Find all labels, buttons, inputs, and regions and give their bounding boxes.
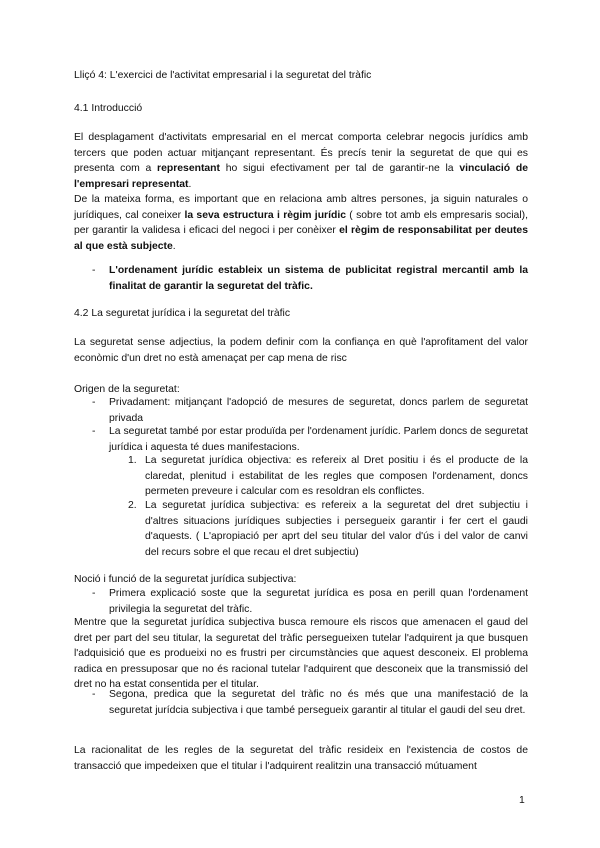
bold-text-run: la seva estructura i règim jurídic	[184, 209, 346, 221]
text-run: ho sigui efectivament per tal de garantir-ne la	[220, 163, 460, 175]
origin-bullet-legal: La seguretat també por estar produïda per l'ordenament jurídic. Parlem doncs de seguretat jurídica i aquesta té dues manifestacions.	[109, 426, 528, 453]
bullet-registral-publicity: L'ordenament jurídic estableix un sistema de publicitat registral mercantil amb la finalitat de garantir la seguretat del tràfic.	[109, 265, 528, 292]
section-heading-4-1: 4.1 Introducció	[74, 103, 143, 114]
rationality-paragraph: La racionalitat de les regles de la seguretat del tràfic resideix en l'existencia de costos de transacció que impedeixen que el titular i l'adquirent realitzin una transacció mútuament	[74, 745, 528, 772]
list-number-2: 2.	[128, 500, 137, 511]
bullet-dash: -	[92, 397, 96, 408]
list-number-1: 1.	[128, 455, 137, 466]
traffic-security-paragraph: Mentre que la seguretat jurídica subjectiva busca remoure els riscos que amenacen el gaud del dret per part del seu titular, la seguretat del tràfic persegueixen tutelar l'adquirent ja que busquen l'adquisició que es produeixi no es frustri per circumstàncies que aquest desconeix. El problema radica en pressuposar que no és racional tutelar l'adquirent que desconeix que la transmissió del dret no ha estat consentida per el titular.	[74, 617, 528, 691]
intro-paragraph-2	[74, 192, 528, 254]
text-run: De la mateixa forma, es important que en relaciona amb altres persones, ja siguin naturales o jurídiques, cal coneixer	[74, 194, 528, 221]
objective-security-item: La seguretat jurídica objectiva: es refereix al Dret positiu i és el producte de la claredat, plenitud i estabilitat de les regles que composen l'ordenament, doncs permeten preveure i calcular com es resoldran els conflictes.	[145, 455, 528, 498]
text-run: .	[188, 178, 192, 190]
page-number: 1	[519, 795, 525, 806]
lesson-title: Lliçó 4: L'exercici de l'activitat empresarial i la seguretat del tràfic	[74, 70, 372, 81]
text-run: .	[172, 240, 176, 252]
bold-text-run: vinculació de l'empresari representat	[74, 163, 528, 190]
notion-heading: Noció i funció de la seguretat jurídica subjectiva:	[74, 574, 297, 585]
origin-bullet-private: Privadament: mitjançant l'adopció de mesures de seguretat, doncs parlem de seguretat privada	[109, 397, 528, 424]
bullet-dash: -	[92, 689, 96, 700]
notion-bullet-second: Segona, predica que la seguretat del tràfic no és més que una manifestació de la seguretat jurídcia subjectiva i que també persegueix garantir al titular el gaudi del seu dret.	[109, 689, 528, 716]
definition-paragraph: La seguretat sense adjectius, la podem definir com la confiança en què l'aprofitament del valor econòmic d'un dret no està amenaçat per cap mena de risc	[74, 337, 528, 364]
subjective-security-item: La seguretat jurídica subjectiva: es refereix a la seguretat del dret subjectiu i d'altres situacions jurídiques subjecties i persegueix garantir i fer cert el gaudi d'aquests. ( L'apropiació per aprt del seu titular del valor d'ús i del valor de canvi del recurs sobre el que recau el dret subjectiu)	[145, 500, 528, 558]
bullet-dash: -	[92, 265, 96, 276]
text-run: ( sobre tot amb els empresaris social), per garantir la validesa i eficaci del negoci i per conèixer	[74, 209, 528, 237]
section-heading-4-2: 4.2 La seguretat jurídica i la seguretat del tràfic	[74, 308, 291, 319]
origin-heading: Origen de la seguretat:	[74, 384, 180, 395]
bold-text-run: el règim de responsabilitat per deutes al que està subjecte	[74, 225, 528, 252]
notion-bullet-first: Primera explicació soste que la seguretat jurídica es posa en perill quan l'ordenament privilegia la seguretat del tràfic.	[109, 588, 528, 615]
bold-text-run: representant	[157, 163, 220, 175]
intro-paragraph-1	[74, 130, 528, 192]
bullet-dash: -	[92, 588, 96, 599]
text-run: El desplagament d'activitats empresarial en el mercat comporta celebrar negocis jurídics amb tercers que poden actuar mitjançant representant. És precís tenir la seguretat de que qui es presenta com a	[74, 132, 528, 175]
bullet-dash: -	[92, 426, 96, 437]
